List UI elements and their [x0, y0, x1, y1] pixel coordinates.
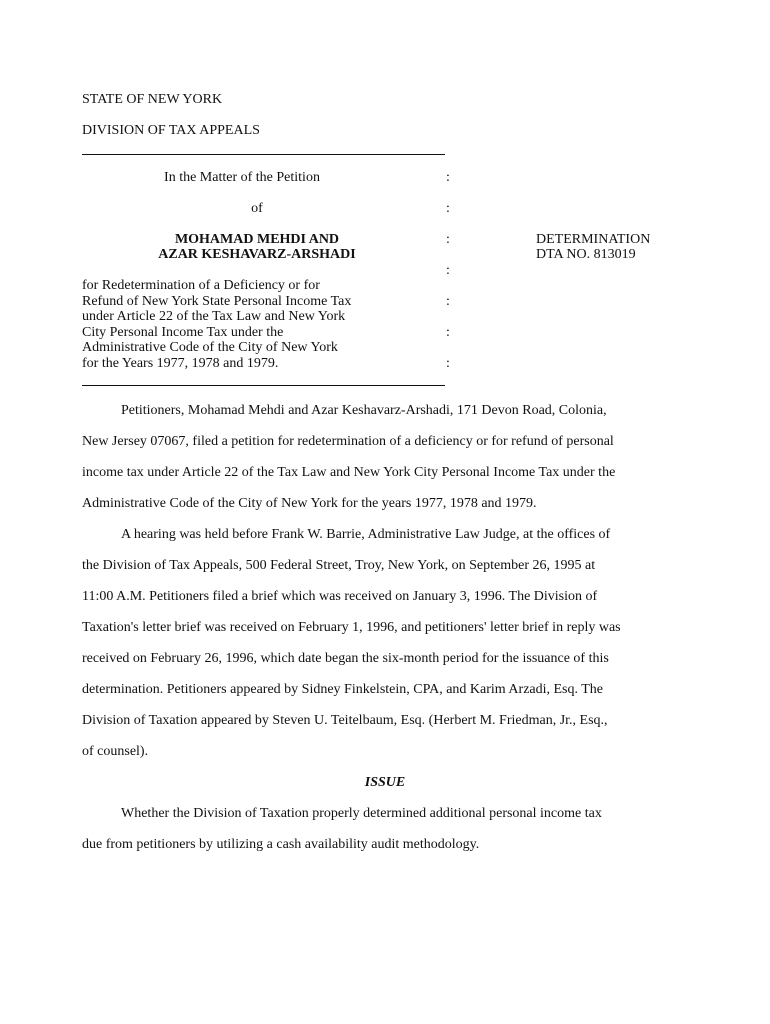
- caption-colon: :: [446, 170, 450, 185]
- body-line: determination. Petitioners appeared by Sidney Finkelstein, CPA, and Karim Arzadi, Esq. The: [82, 682, 604, 697]
- caption-colon: :: [446, 294, 450, 309]
- body-line: 11:00 A.M. Petitioners filed a brief which was received on January 3, 1996. The Division of: [82, 589, 598, 604]
- division-header: DIVISION OF TAX APPEALS: [82, 123, 260, 138]
- caption-colon: :: [446, 356, 450, 371]
- caption-bottom-rule: [82, 385, 445, 386]
- body-line: Division of Taxation appeared by Steven U. Teitelbaum, Esq. (Herbert M. Friedman, Jr., Esq.,: [82, 713, 608, 728]
- caption-colon: :: [446, 232, 450, 247]
- determination-label: DETERMINATION: [536, 232, 651, 247]
- purpose-line: under Article 22 of the Tax Law and New York: [82, 309, 346, 325]
- issue-heading: ISSUE: [364, 775, 406, 790]
- body-line: Petitioners, Mohamad Mehdi and Azar Keshavarz-Arshadi, 171 Devon Road, Colonia,: [121, 403, 607, 418]
- caption-colon: :: [446, 263, 450, 278]
- state-header: STATE OF NEW YORK: [82, 92, 223, 107]
- purpose-line: Administrative Code of the City of New York: [82, 340, 338, 356]
- body-line: of counsel).: [82, 744, 149, 759]
- body-line: New Jersey 07067, filed a petition for redetermination of a deficiency or for refund of personal: [82, 434, 614, 449]
- of-line: of: [251, 201, 263, 216]
- petitioner-name-1: MOHAMAD MEHDI AND: [174, 232, 340, 247]
- body-line: income tax under Article 22 of the Tax Law and New York City Personal Income Tax under the: [82, 465, 616, 480]
- dta-number: DTA NO. 813019: [536, 247, 636, 262]
- matter-line: In the Matter of the Petition: [164, 170, 320, 185]
- caption-top-rule: [82, 154, 445, 155]
- caption-colon: :: [446, 201, 450, 216]
- caption-colon: :: [446, 325, 450, 340]
- purpose-line: for Redetermination of a Deficiency or for: [82, 278, 320, 293]
- issue-line: Whether the Division of Taxation properly determined additional personal income tax: [121, 806, 602, 821]
- purpose-line: City Personal Income Tax under the: [82, 324, 284, 340]
- petitioner-name-2: AZAR KESHAVARZ-ARSHADI: [158, 247, 356, 262]
- body-line: the Division of Tax Appeals, 500 Federal Street, Troy, New York, on September 26, 1995 at: [82, 558, 596, 573]
- body-line: received on February 26, 1996, which date began the six-month period for the issuance of this: [82, 651, 609, 666]
- purpose-line: for the Years 1977, 1978 and 1979.: [82, 355, 279, 371]
- body-line: Administrative Code of the City of New York for the years 1977, 1978 and 1979.: [82, 496, 537, 511]
- caption-purpose: [82, 278, 382, 372]
- body-line: Taxation's letter brief was received on February 1, 1996, and petitioners' letter brief in reply was: [82, 620, 621, 635]
- purpose-line: Refund of New York State Personal Income Tax: [82, 293, 352, 309]
- issue-line: due from petitioners by utilizing a cash availability audit methodology.: [82, 837, 480, 852]
- body-line: A hearing was held before Frank W. Barrie, Administrative Law Judge, at the offices of: [121, 527, 611, 542]
